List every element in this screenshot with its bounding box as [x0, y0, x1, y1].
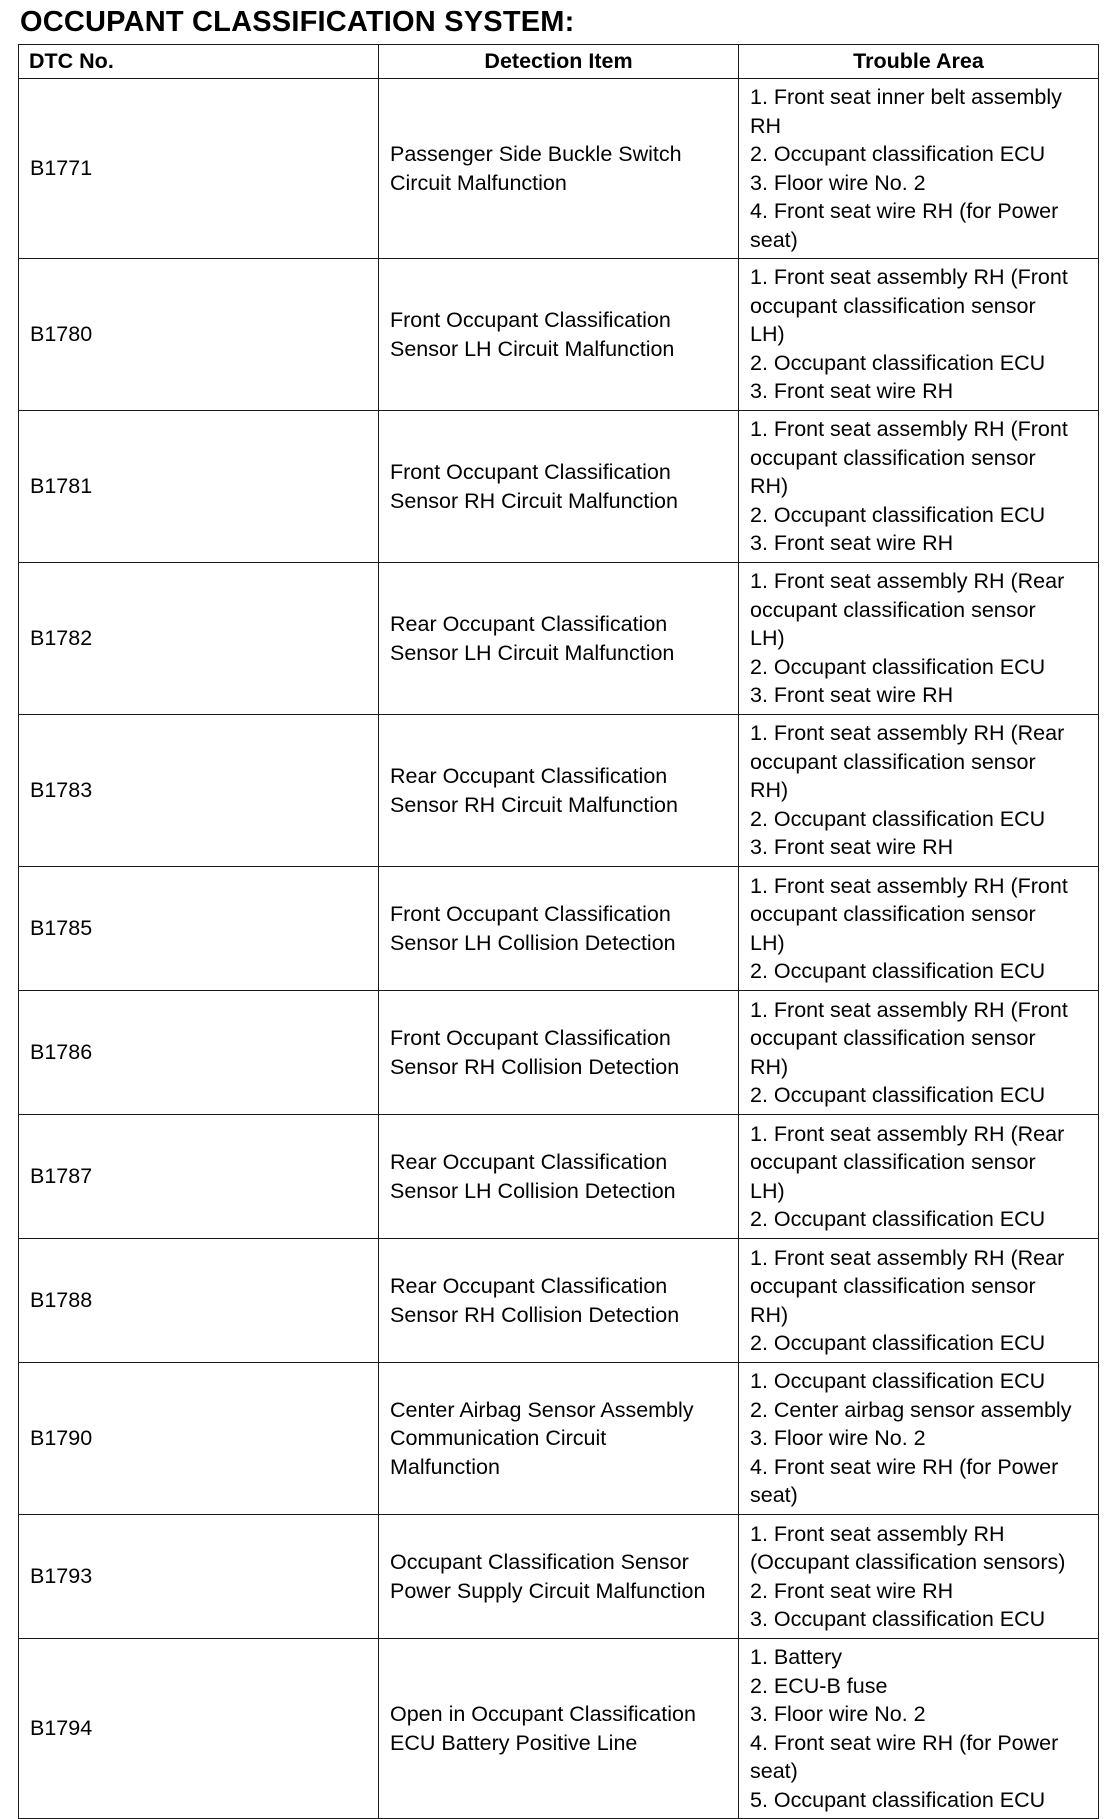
- trouble-area-line: 5. Occupant classification ECU: [750, 1787, 1046, 1812]
- dtc-code: B1782: [30, 626, 93, 651]
- table-row: [19, 79, 1099, 259]
- trouble-area-cell: [739, 1115, 1099, 1239]
- trouble-area-line: 3. Floor wire No. 2: [750, 1426, 926, 1451]
- trouble-area-line: seat): [750, 1483, 798, 1508]
- trouble-area-line: 4. Front seat wire RH (for Power: [750, 1730, 1059, 1755]
- page-title: OCCUPANT CLASSIFICATION SYSTEM:: [20, 6, 575, 38]
- table-row: [19, 1239, 1099, 1363]
- trouble-area-line: 2. Occupant classification ECU: [750, 1331, 1046, 1355]
- header-trouble-area: Trouble Area: [739, 45, 1099, 79]
- trouble-area-line: occupant classification sensor: [750, 445, 1036, 470]
- detection-item-line: Front Occupant Classification: [390, 460, 671, 484]
- trouble-area-line: LH): [750, 626, 785, 651]
- table-row: [19, 411, 1099, 563]
- table-row: [19, 1639, 1099, 1819]
- trouble-area-line: 1. Front seat assembly RH (Front: [750, 997, 1068, 1022]
- trouble-area-line: 2. Center airbag sensor assembly: [750, 1397, 1072, 1422]
- trouble-area-cell: [739, 411, 1099, 563]
- detection-item-line: Sensor RH Collision Detection: [390, 1054, 680, 1079]
- trouble-area-line: 3. Front seat wire RH: [750, 531, 954, 556]
- table-row: [19, 867, 1099, 991]
- trouble-area-line: occupant classification sensor: [750, 293, 1036, 318]
- detection-item-line: Occupant Classification Sensor: [390, 1550, 689, 1574]
- dtc-code-cell: [19, 563, 379, 715]
- trouble-area-line: occupant classification sensor: [750, 902, 1036, 926]
- dtc-code: B1790: [30, 1426, 93, 1451]
- detection-item-line: Rear Occupant Classification: [390, 764, 668, 788]
- detection-item-line: Rear Occupant Classification: [390, 612, 668, 636]
- trouble-area-cell: [739, 1239, 1099, 1363]
- trouble-area-line: 1. Occupant classification ECU: [750, 1369, 1046, 1394]
- trouble-area-line: RH): [750, 474, 789, 499]
- dtc-code: B1793: [30, 1564, 93, 1589]
- detection-item-line: Open in Occupant Classification: [390, 1702, 696, 1726]
- dtc-code-cell: [19, 1515, 379, 1639]
- trouble-area-cell: [739, 867, 1099, 991]
- trouble-area-line: 2. ECU-B fuse: [750, 1673, 888, 1698]
- detection-item-cell: [379, 79, 739, 259]
- trouble-area-line: 4. Front seat wire RH (for Power: [750, 1454, 1059, 1479]
- table-row: [19, 259, 1099, 411]
- trouble-area-line: 2. Occupant classification ECU: [750, 1207, 1046, 1231]
- detection-item-line: Sensor LH Collision Detection: [390, 930, 676, 955]
- trouble-area-line: RH): [750, 1302, 789, 1327]
- detection-item-cell: [379, 867, 739, 991]
- detection-item-cell: [379, 1115, 739, 1239]
- detection-item-line: Front Occupant Classification: [390, 902, 671, 926]
- detection-item-line: Power Supply Circuit Malfunction: [390, 1578, 706, 1603]
- dtc-code: B1780: [30, 322, 93, 347]
- dtc-table: [18, 44, 1099, 1819]
- detection-item-cell: [379, 1239, 739, 1363]
- header-dtc-no: DTC No.: [19, 45, 379, 79]
- table-row: [19, 991, 1099, 1115]
- table-row: [19, 1363, 1099, 1515]
- table-row: [19, 715, 1099, 867]
- detection-item-cell: [379, 1515, 739, 1639]
- trouble-area-line: 3. Front seat wire RH: [750, 835, 954, 860]
- trouble-area-line: 2. Occupant classification ECU: [750, 142, 1046, 166]
- trouble-area-line: 2. Occupant classification ECU: [750, 654, 1046, 679]
- trouble-area-line: 2. Occupant classification ECU: [750, 959, 1046, 983]
- trouble-area-cell: [739, 1363, 1099, 1515]
- trouble-area-line: occupant classification sensor: [750, 1150, 1036, 1174]
- trouble-area-line: LH): [750, 322, 785, 347]
- trouble-area-line: 1. Front seat assembly RH: [750, 1521, 1005, 1546]
- detection-item-line: Sensor RH Circuit Malfunction: [390, 488, 678, 513]
- trouble-area-cell: [739, 259, 1099, 411]
- detection-item-cell: [379, 1639, 739, 1819]
- trouble-area-line: 2. Occupant classification ECU: [750, 1083, 1046, 1107]
- trouble-area-line: 2. Occupant classification ECU: [750, 502, 1046, 527]
- detection-item-line: Communication Circuit: [390, 1426, 607, 1451]
- trouble-area-line: 3. Occupant classification ECU: [750, 1607, 1046, 1631]
- trouble-area-line: LH): [750, 1178, 785, 1203]
- trouble-area-line: 3. Floor wire No. 2: [750, 1702, 926, 1726]
- dtc-code-cell: [19, 1639, 379, 1819]
- dtc-code: B1786: [30, 1040, 93, 1065]
- dtc-code: B1785: [30, 916, 93, 941]
- trouble-area-line: 2. Front seat wire RH: [750, 1578, 954, 1603]
- dtc-code-cell: [19, 991, 379, 1115]
- table-row: [19, 1515, 1099, 1639]
- table-row: [19, 563, 1099, 715]
- dtc-code: B1771: [30, 156, 93, 181]
- trouble-area-line: 4. Front seat wire RH (for Power: [750, 199, 1059, 223]
- trouble-area-line: RH: [750, 113, 782, 138]
- trouble-area-line: 1. Front seat assembly RH (Front: [750, 873, 1068, 898]
- detection-item-cell: [379, 563, 739, 715]
- dtc-code: B1787: [30, 1164, 93, 1189]
- trouble-area-cell: [739, 79, 1099, 259]
- table-row: [19, 1115, 1099, 1239]
- trouble-area-line: 1. Front seat inner belt assembly: [750, 85, 1062, 109]
- detection-item-line: Rear Occupant Classification: [390, 1274, 668, 1298]
- detection-item-line: Front Occupant Classification: [390, 1026, 671, 1050]
- trouble-area-line: RH): [750, 778, 789, 803]
- trouble-area-line: occupant classification sensor: [750, 749, 1036, 774]
- trouble-area-line: 1. Front seat assembly RH (Rear: [750, 569, 1065, 594]
- dtc-code-cell: [19, 1363, 379, 1515]
- dtc-code: B1788: [30, 1288, 93, 1313]
- trouble-area-line: 1. Front seat assembly RH (Front: [750, 417, 1068, 442]
- detection-item-cell: [379, 411, 739, 563]
- header-detection-item: Detection Item: [379, 45, 739, 79]
- detection-item-line: Circuit Malfunction: [390, 170, 567, 195]
- trouble-area-line: 3. Front seat wire RH: [750, 379, 954, 404]
- dtc-code-cell: [19, 1115, 379, 1239]
- table-header-row: [19, 45, 1099, 79]
- detection-item-line: Sensor RH Circuit Malfunction: [390, 792, 678, 817]
- dtc-code-cell: [19, 867, 379, 991]
- trouble-area-line: seat): [750, 1759, 798, 1783]
- dtc-code-cell: [19, 411, 379, 563]
- detection-item-line: Rear Occupant Classification: [390, 1150, 668, 1174]
- detection-item-line: Sensor LH Circuit Malfunction: [390, 336, 675, 361]
- detection-item-line: Malfunction: [390, 1454, 500, 1479]
- trouble-area-line: 2. Occupant classification ECU: [750, 806, 1046, 831]
- detection-item-line: ECU Battery Positive Line: [390, 1730, 638, 1755]
- trouble-area-line: occupant classification sensor: [750, 597, 1036, 622]
- detection-item-cell: [379, 991, 739, 1115]
- detection-item-line: Passenger Side Buckle Switch: [390, 142, 682, 166]
- trouble-area-line: occupant classification sensor: [750, 1026, 1036, 1050]
- dtc-code-cell: [19, 715, 379, 867]
- trouble-area-line: 3. Front seat wire RH: [750, 683, 954, 708]
- trouble-area-line: 1. Battery: [750, 1645, 843, 1669]
- detection-item-line: Sensor RH Collision Detection: [390, 1302, 680, 1327]
- trouble-area-cell: [739, 715, 1099, 867]
- detection-item-line: Center Airbag Sensor Assembly: [390, 1397, 694, 1422]
- trouble-area-line: LH): [750, 930, 785, 955]
- detection-item-cell: [379, 259, 739, 411]
- detection-item-line: Front Occupant Classification: [390, 308, 671, 332]
- dtc-code-cell: [19, 259, 379, 411]
- trouble-area-cell: [739, 563, 1099, 715]
- trouble-area-line: seat): [750, 227, 798, 252]
- dtc-code-cell: [19, 79, 379, 259]
- trouble-area-cell: [739, 1515, 1099, 1639]
- trouble-area-line: 1. Front seat assembly RH (Rear: [750, 721, 1065, 746]
- dtc-code: B1781: [30, 474, 93, 499]
- trouble-area-line: 1. Front seat assembly RH (Rear: [750, 1121, 1065, 1146]
- table-body: [19, 79, 1099, 1819]
- detection-item-line: Sensor LH Circuit Malfunction: [390, 640, 675, 665]
- trouble-area-line: 1. Front seat assembly RH (Rear: [750, 1245, 1065, 1270]
- detection-item-cell: [379, 1363, 739, 1515]
- trouble-area-line: occupant classification sensor: [750, 1274, 1036, 1298]
- trouble-area-line: RH): [750, 1054, 789, 1079]
- detection-item-cell: [379, 715, 739, 867]
- trouble-area-line: (Occupant classification sensors): [750, 1550, 1066, 1574]
- trouble-area-cell: [739, 1639, 1099, 1819]
- trouble-area-cell: [739, 991, 1099, 1115]
- trouble-area-line: 2. Occupant classification ECU: [750, 350, 1046, 375]
- dtc-code: B1794: [30, 1716, 93, 1741]
- dtc-code: B1783: [30, 778, 93, 803]
- detection-item-line: Sensor LH Collision Detection: [390, 1178, 676, 1203]
- trouble-area-line: 3. Floor wire No. 2: [750, 170, 926, 195]
- dtc-code-cell: [19, 1239, 379, 1363]
- trouble-area-line: 1. Front seat assembly RH (Front: [750, 265, 1068, 290]
